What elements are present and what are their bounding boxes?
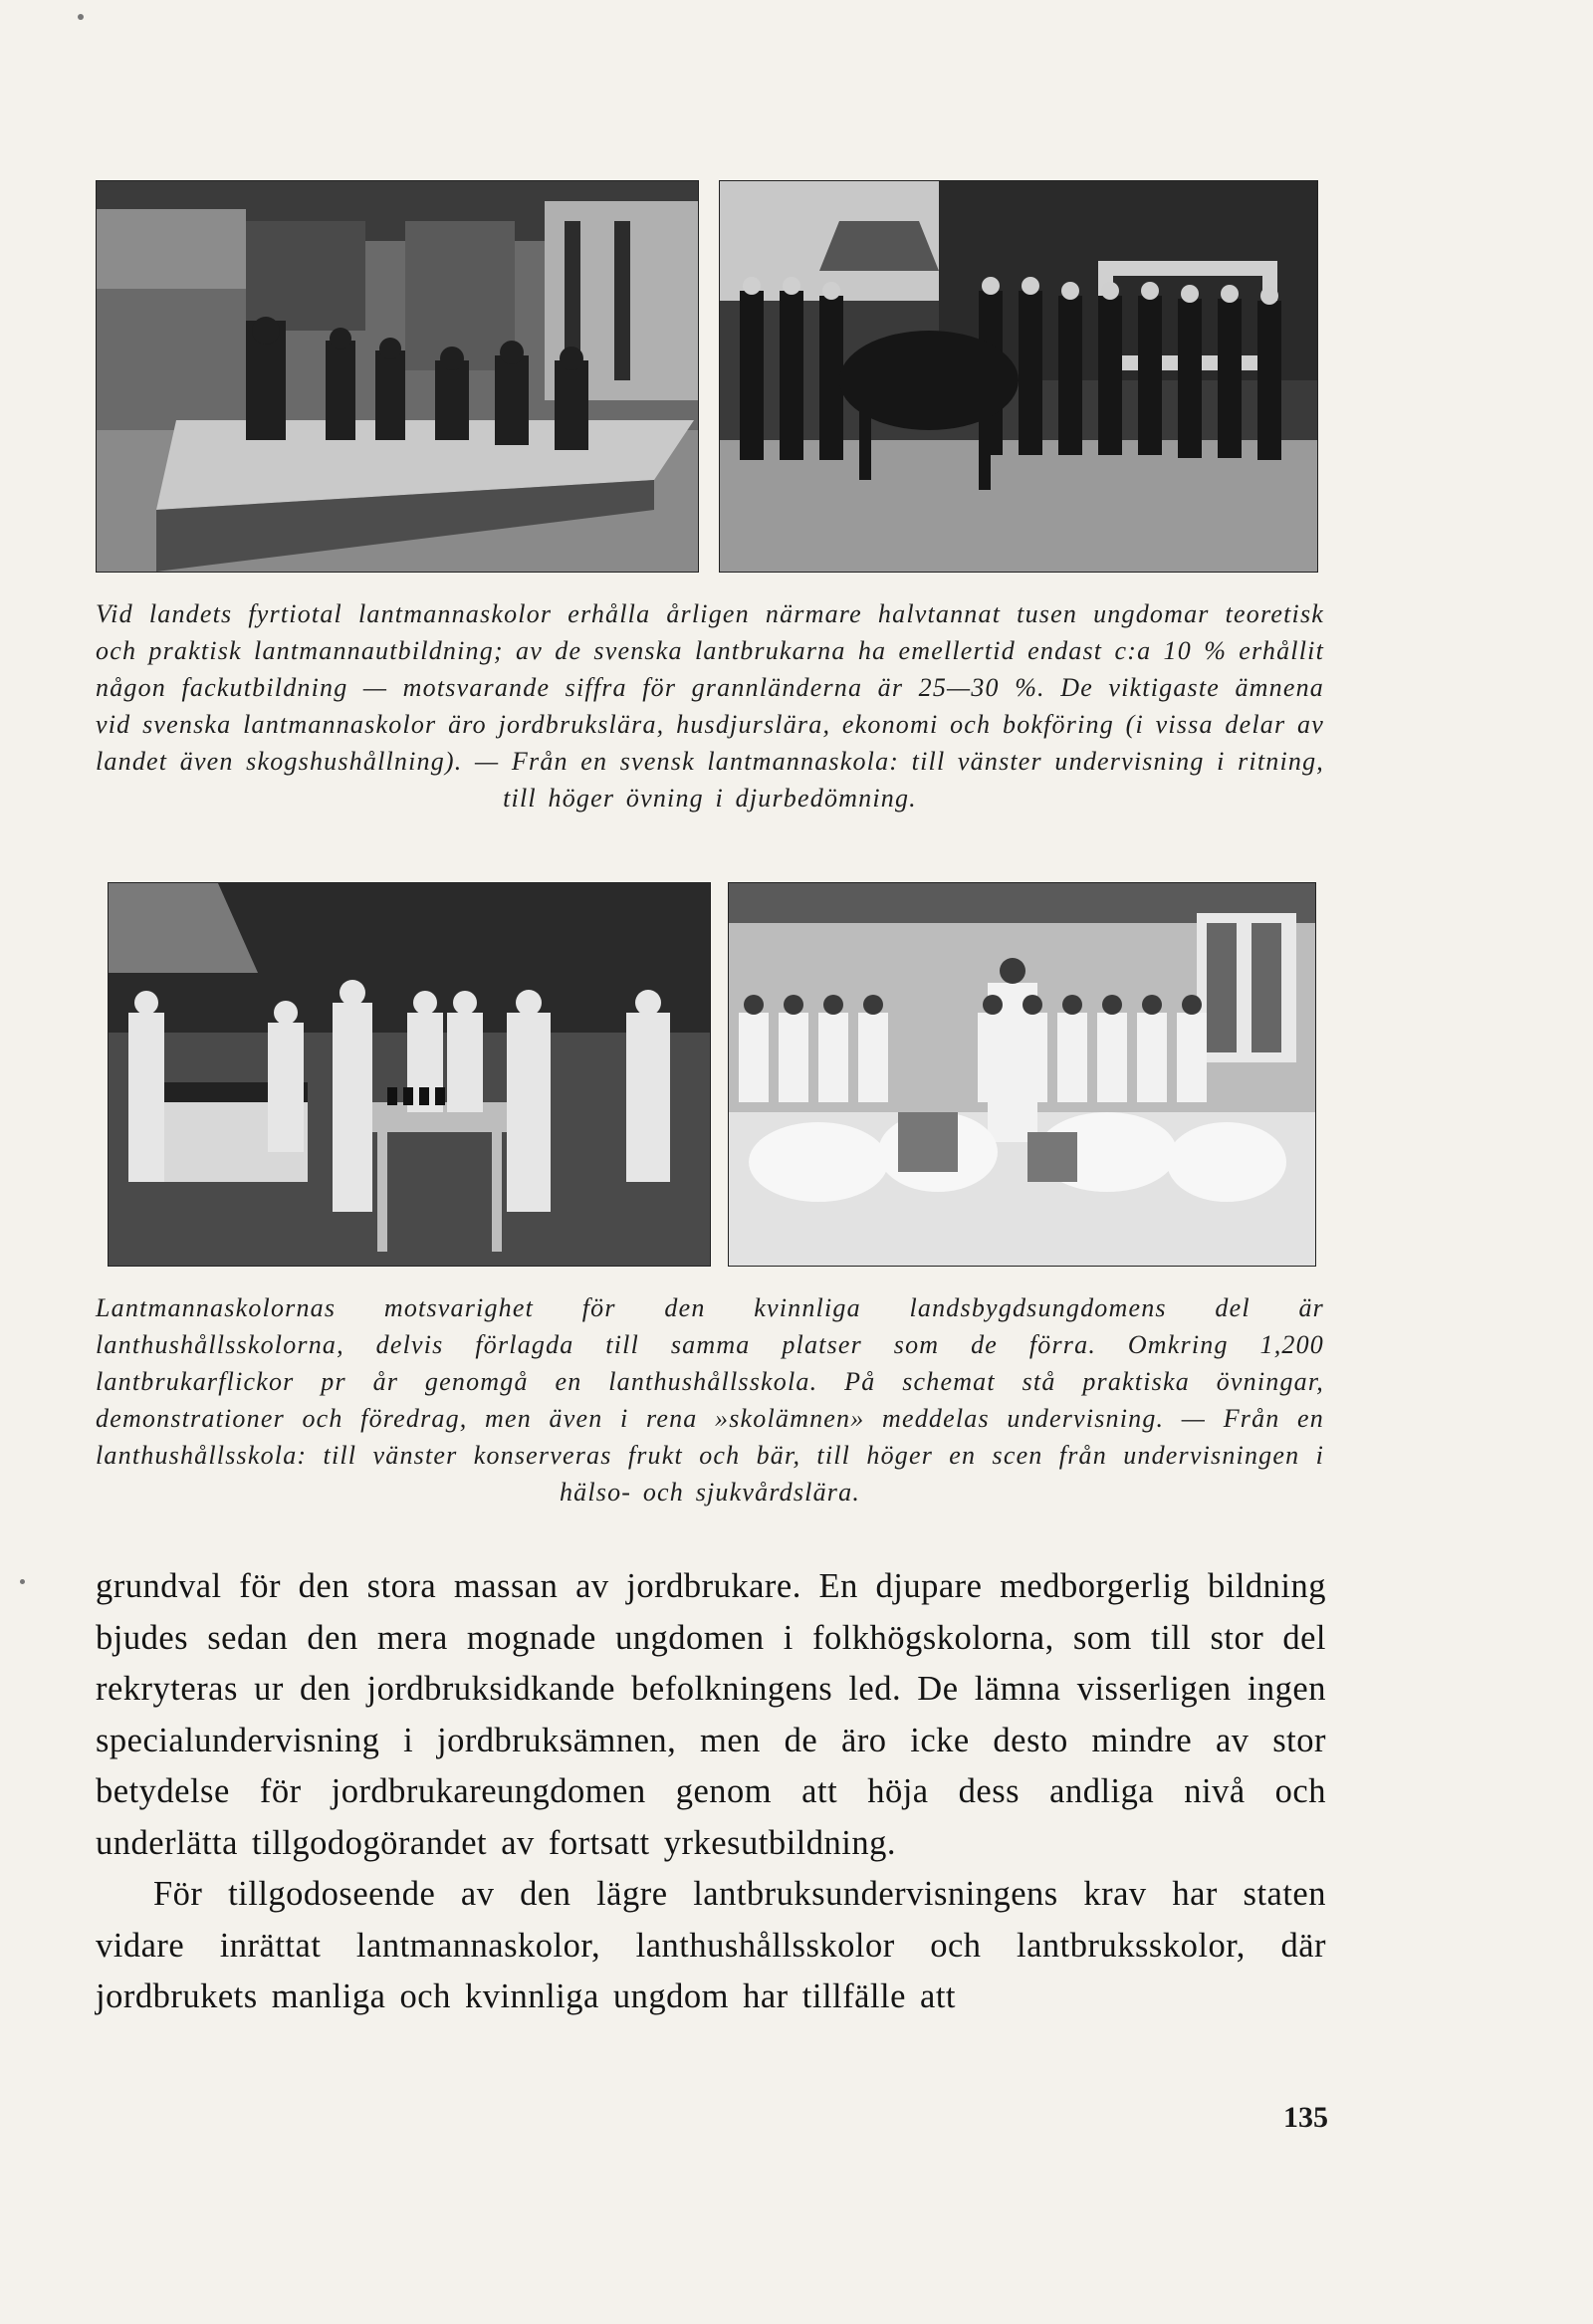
caption-bottom-text: Lantmannaskolornas motsvarighet för den kvinnliga landsbygdsungdomens del är lanthushållsskolorna, delvis förlagda till samma platser som de förra. Omkring 1,200 lantbrukarflickor pr år genomgå en lanthushållsskola. På schemat stå praktiska övningar, demonstrationer och föredrag, men även i rena »skolämnen» meddelas undervisning. — Från en lanthushållsskola: till vänster konserveras frukt och bär, till höger en scen från undervisningen i hälso- och sjukvårdslära. <box>96 1293 1324 1507</box>
caption-top-text: Vid landets fyrtiotal lantmannaskolor erhålla årligen närmare halvtannat tusen ungdomar teoretisk och praktisk lantmannautbildning; av de svenska lantbrukarna ha emellertid endast c:a 10 % erhållit någon fackutbildning — motsvarande siffra för grannländerna är 25—30 %. De viktigaste ämnena vid svenska lantmannaskolor äro jordbrukslära, husdjurslära, ekonomi och bokföring (i vissa delar av landet även skogshushållning). — Från en svensk lantmannaskola: till vänster undervisning i ritning, till höger övning i djurbedömning. <box>96 599 1324 813</box>
print-speck <box>78 14 84 20</box>
photo-cattle-judging <box>719 180 1318 573</box>
caption-bottom <box>96 1289 1324 1511</box>
page-number: 135 <box>1283 2101 1328 2134</box>
photo-kitchen-preserving <box>108 882 711 1267</box>
body-paragraph-1: grundval för den stora massan av jordbrukare. En djupare medborgerlig bildning bjudes sedan den mera mognade ungdomen i folkhögskolorna, som till stor del rekryteras ur den jordbruksidkande befolkningens led. De lämna visserligen ingen specialundervisning i jordbruksämnen, men de äro icke desto mindre av stor betydelse för jordbrukareungdomen genom att höja dess andliga nivå och underlätta tillgodogörandet av fortsatt yrkesutbildning. <box>96 1567 1326 1862</box>
photo-health-lesson <box>728 882 1316 1267</box>
caption-top <box>96 595 1324 816</box>
print-speck <box>20 1579 25 1584</box>
photo-drawing-classroom <box>96 180 699 573</box>
cattle-judging-photo-icon <box>720 181 1317 572</box>
health-lesson-photo-icon <box>729 883 1315 1266</box>
body-text <box>96 1561 1326 2023</box>
kitchen-preserving-photo-icon <box>109 883 710 1266</box>
body-paragraph-2: För tillgodoseende av den lägre lantbruksundervisningens krav har staten vidare inrättat lantmannaskolor, lanthushållsskolor och lantbruksskolor, där jordbrukets manliga och kvinnliga ungdom har tillfälle att <box>96 1875 1326 2015</box>
drawing-classroom-photo-icon <box>97 181 698 572</box>
